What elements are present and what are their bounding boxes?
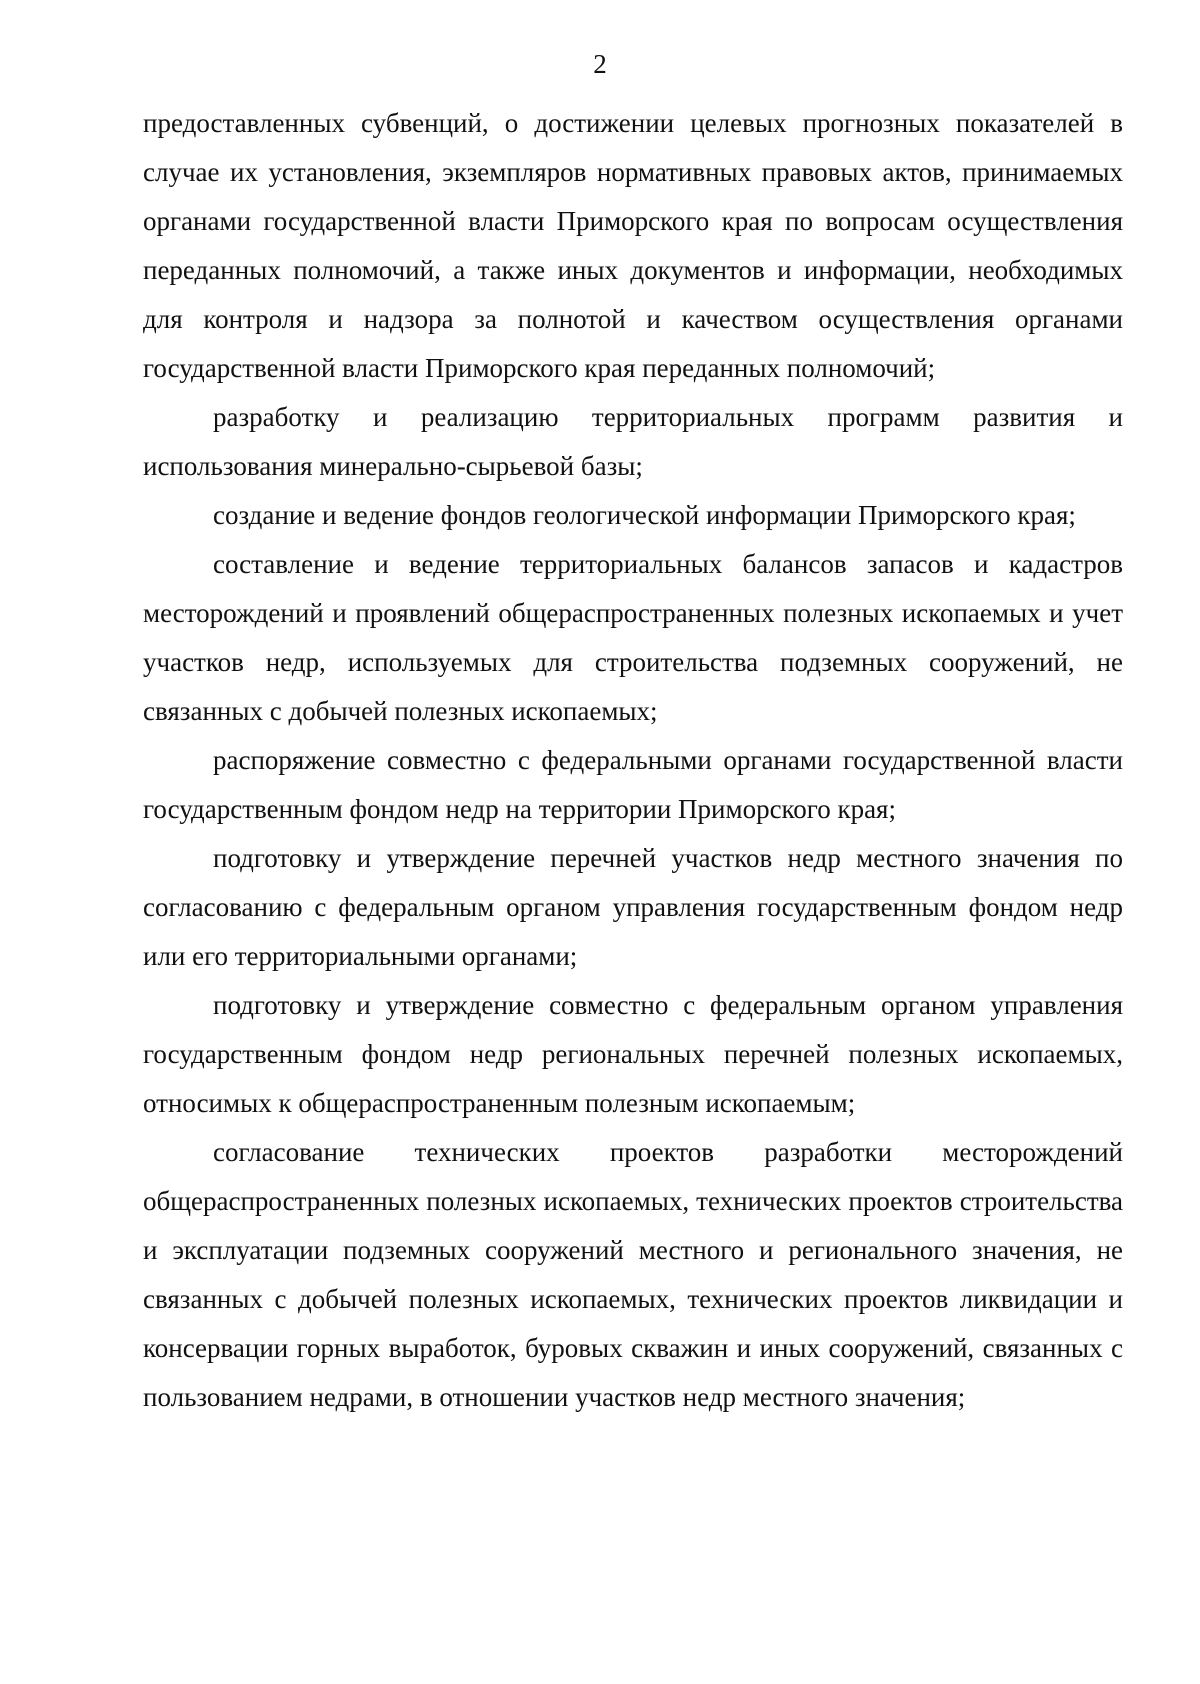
paragraph-geological-funds: создание и ведение фондов геологической информации Приморского края; [213,500,1076,530]
document-body [143,99,1123,1422]
paragraph-subventions-reporting: предоставленных субвенций, о достижении целевых прогнозных показателей в случае их установления, экземпляров нормативных правовых актов, принимаемых органами государственной власти Приморского края по вопросам осуществления переданных полномочий, а также иных документов и информации, необходимых для контроля и надзора за полнотой и качеством осуществления органами государственной власти Приморского края переданных полномочий; [143,108,1123,383]
paragraph-territorial-balances: составление и ведение территориальных балансов запасов и кадастров месторождений и проявлений общераспространенных полезных ископаемых и учет участков недр, используемых для строительства подземных сооружений, не связанных с добычей полезных ископаемых; [143,549,1123,726]
paragraph-regional-minerals-lists: подготовку и утверждение совместно с федеральным органом управления государственным фондом недр региональных перечней полезных ископаемых, относимых к общераспространенным полезным ископаемым; [143,990,1123,1118]
page-number: 2 [593,49,607,79]
paragraph-technical-projects-approval: согласование технических проектов разработки месторождений общераспространенных полезных ископаемых, технических проектов строительства и эксплуатации подземных сооружений местного и регионального значения, не связанных с добычей полезных ископаемых, технических проектов ликвидации и консервации горных выработок, буровых скважин и иных сооружений, связанных с пользованием недрами, в отношении участков недр местного значения; [143,1137,1123,1412]
paragraph-local-subsoil-lists: подготовку и утверждение перечней участков недр местного значения по согласованию с федеральным органом управления государственным фондом недр или его территориальными органами; [143,843,1123,971]
paragraph-subsoil-fund-disposal: распоряжение совместно с федеральными органами государственной власти государственным фондом недр на территории Приморского края; [143,745,1123,824]
paragraph-territorial-programs: разработку и реализацию территориальных программ развития и использования минерально-сырьевой базы; [143,402,1123,481]
